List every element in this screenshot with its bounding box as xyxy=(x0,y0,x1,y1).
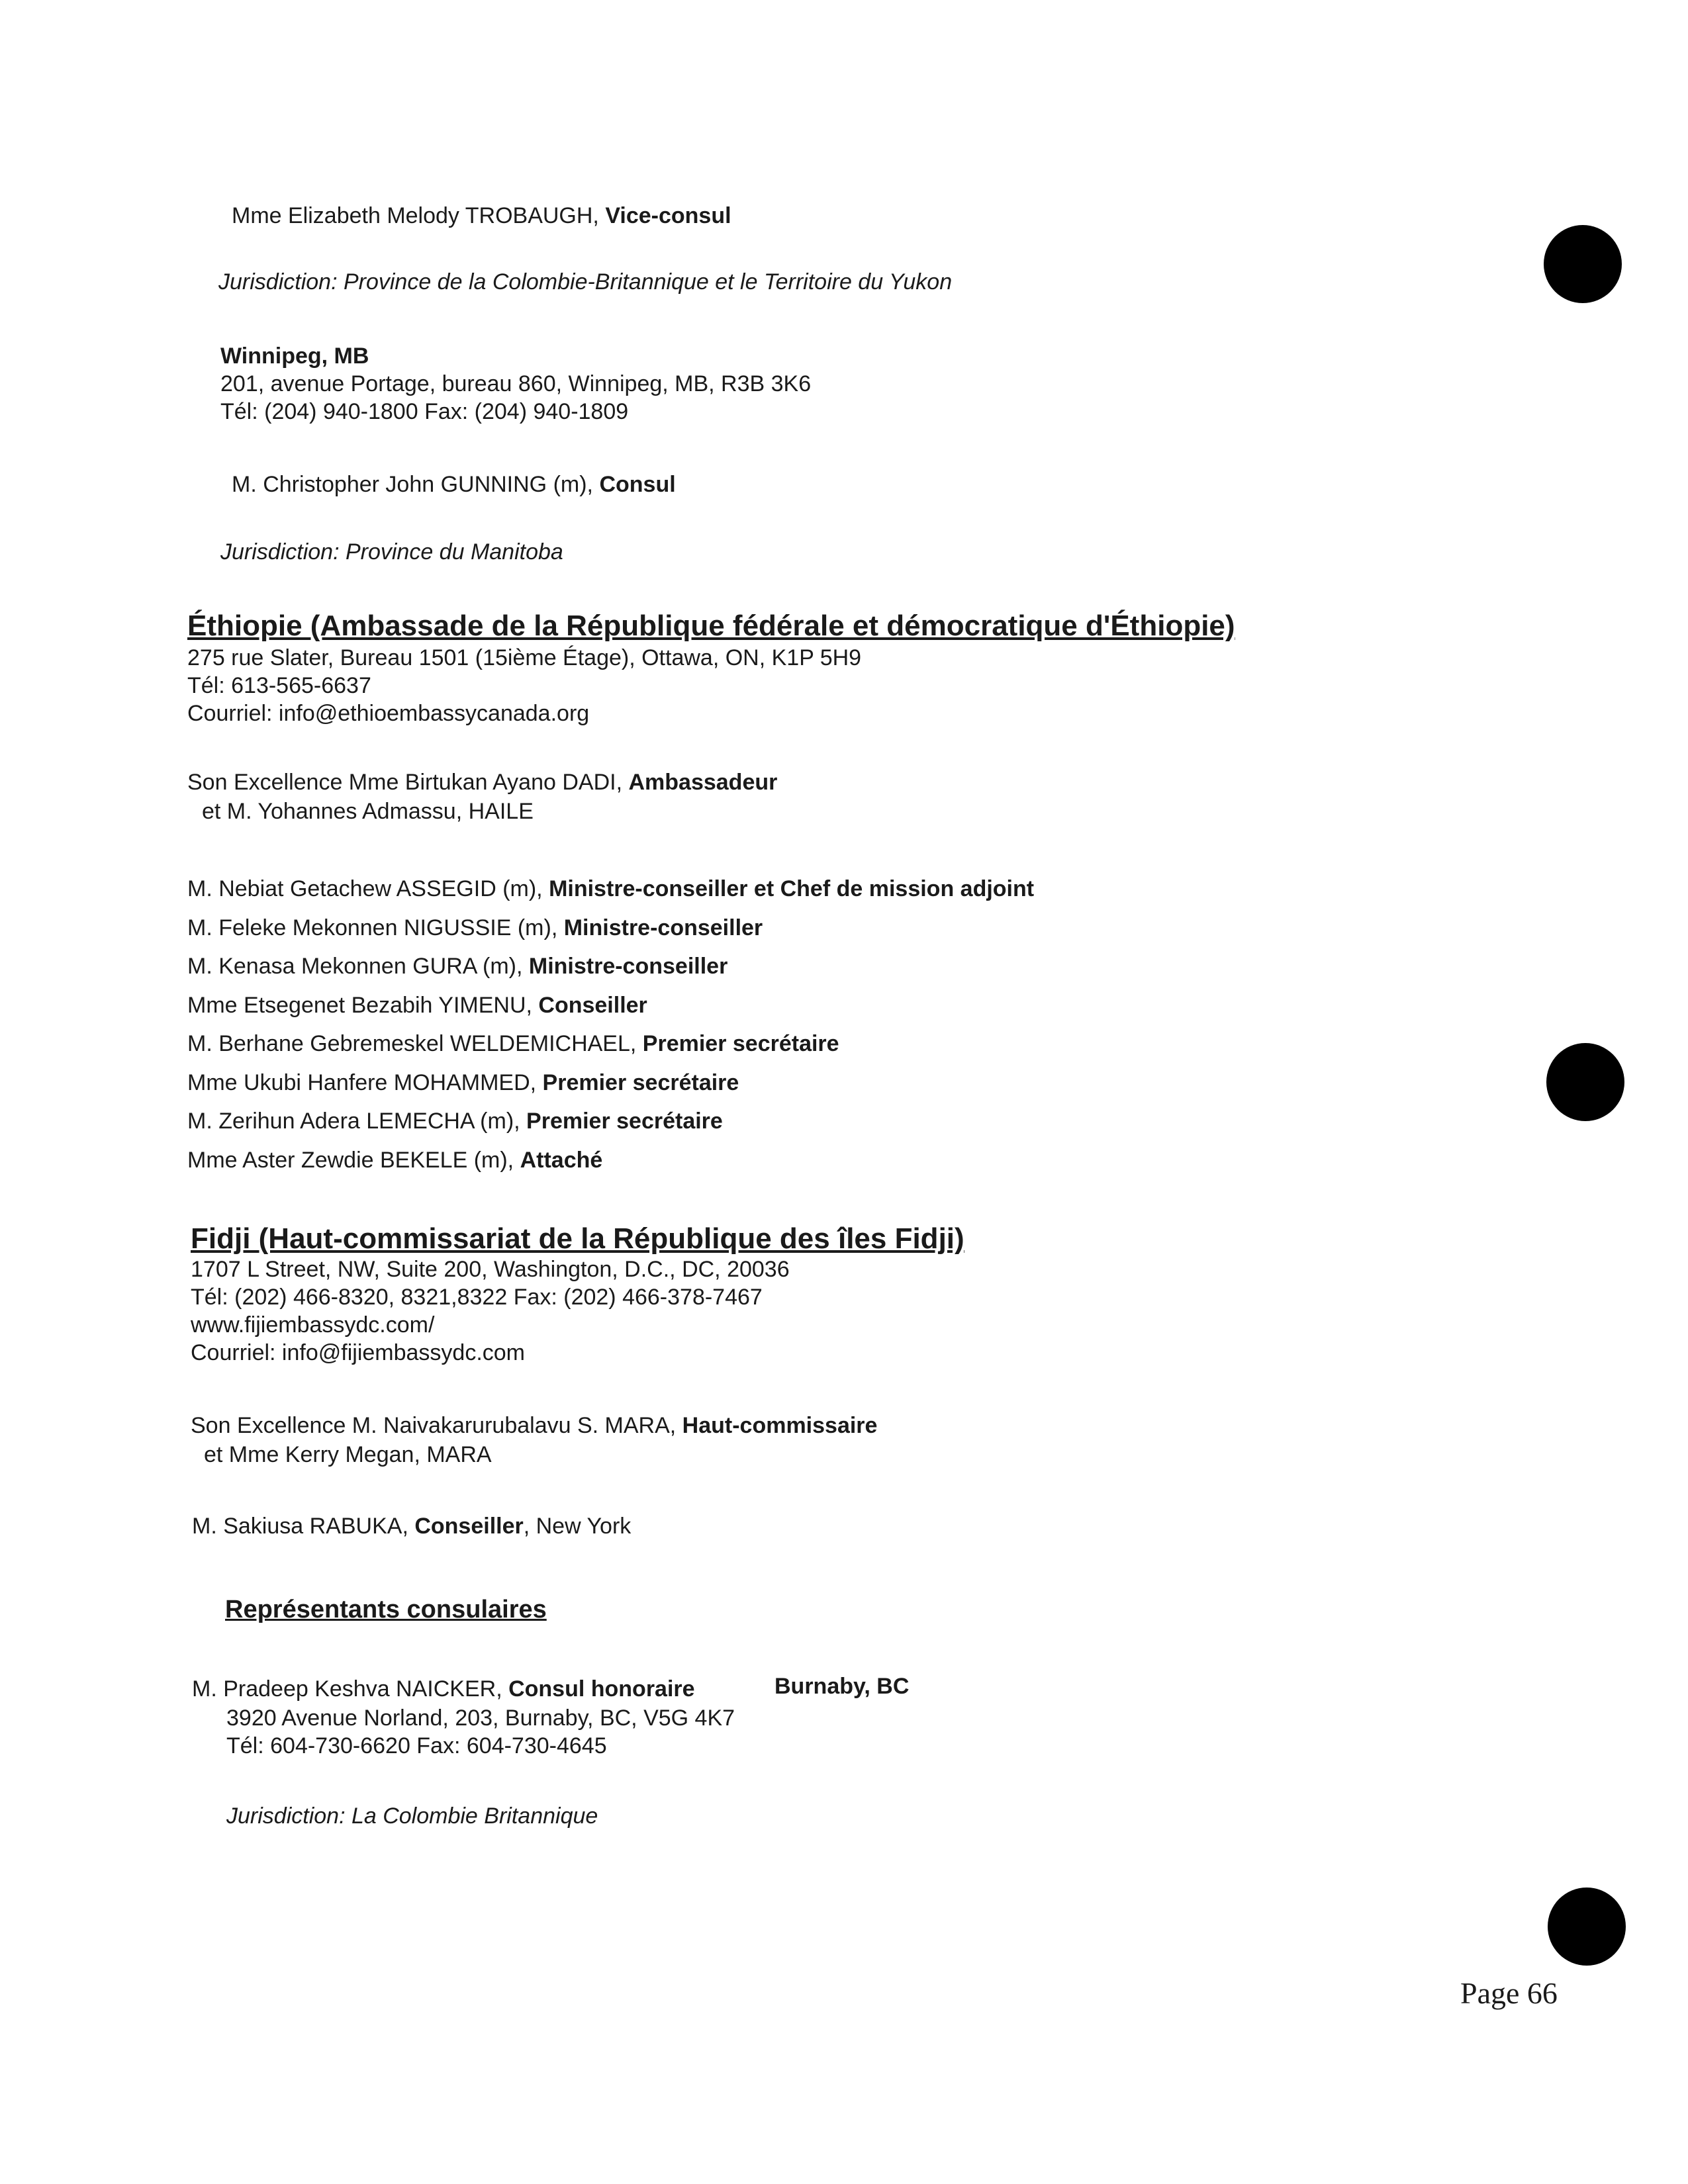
ethiopia-staff-list xyxy=(187,870,1034,1179)
staff-row xyxy=(187,1141,1034,1180)
gunning-entry xyxy=(232,470,676,499)
ethiopia-phone: Tél: 613-565-6637 xyxy=(187,673,371,698)
fiji-email: Courriel: info@fijiembassydc.com xyxy=(191,1340,526,1365)
staff-row xyxy=(187,1102,1034,1141)
ethiopia-heading: Éthiopie (Ambassade de la République fédérale et démocratique d'Éthiopie) xyxy=(187,610,1235,642)
naicker-city: Burnaby, BC xyxy=(774,1674,910,1699)
binder-hole-middle xyxy=(1546,1043,1624,1121)
staff-title: Ministre-conseiller xyxy=(528,954,728,979)
fiji-address: 1707 L Street, NW, Suite 200, Washington, D.C., DC, 20036 xyxy=(191,1257,790,1282)
staff-title: Attaché xyxy=(520,1147,603,1173)
fiji-heading: Fidji (Haut-commissariat de la République des îles Fidji) xyxy=(191,1222,964,1255)
ethiopia-ambassador xyxy=(187,768,777,797)
staff-row xyxy=(187,870,1034,909)
staff-row xyxy=(187,947,1034,986)
person-city: , New York xyxy=(523,1514,632,1539)
naicker-address: 3920 Avenue Norland, 203, Burnaby, BC, V5G 4K7 xyxy=(226,1706,735,1731)
staff-row xyxy=(187,986,1034,1025)
staff-name: M. Zerihun Adera LEMECHA (m), xyxy=(187,1109,527,1134)
staff-title: Premier secrétaire xyxy=(542,1069,739,1095)
staff-name: Mme Ukubi Hanfere MOHAMMED, xyxy=(187,1069,543,1095)
ethiopia-address: 275 rue Slater, Bureau 1501 (15ième Étage), Ottawa, ON, K1P 5H9 xyxy=(187,645,862,670)
person-name: M. Pradeep Keshva NAICKER, xyxy=(192,1676,509,1702)
person-title: Vice-consul xyxy=(605,203,731,228)
rabuka-entry xyxy=(192,1512,631,1541)
fiji-website: www.fijiembassydc.com/ xyxy=(191,1312,435,1338)
vancouver-jurisdiction: Jurisdiction: Province de la Colombie-Britannique et le Territoire du Yukon xyxy=(218,269,953,295)
winnipeg-address: 201, avenue Portage, bureau 860, Winnipeg, MB, R3B 3K6 xyxy=(220,371,812,396)
winnipeg-jurisdiction: Jurisdiction: Province du Manitoba xyxy=(220,539,563,565)
naicker-entry xyxy=(192,1674,695,1704)
staff-title: Premier secrétaire xyxy=(526,1109,723,1134)
staff-name: M. Nebiat Getachew ASSEGID (m), xyxy=(187,876,549,901)
person-title: Ambassadeur xyxy=(628,770,778,795)
fiji-spouse: et Mme Kerry Megan, MARA xyxy=(204,1442,492,1467)
trobaugh-entry xyxy=(232,201,731,230)
staff-name: M. Kenasa Mekonnen GURA (m), xyxy=(187,954,529,979)
staff-name: Mme Etsegenet Bezabih YIMENU, xyxy=(187,992,539,1018)
staff-row xyxy=(187,1064,1034,1103)
staff-title: Premier secrétaire xyxy=(642,1031,839,1056)
staff-name: M. Feleke Mekonnen NIGUSSIE (m), xyxy=(187,915,564,940)
binder-hole-bottom xyxy=(1548,1888,1626,1966)
staff-name: Mme Aster Zewdie BEKELE (m), xyxy=(187,1147,520,1173)
consular-heading: Représentants consulaires xyxy=(225,1596,547,1623)
staff-title: Conseiller xyxy=(538,992,647,1018)
person-name: Son Excellence M. Naivakarurubalavu S. MARA, xyxy=(191,1413,682,1438)
ethiopia-email: Courriel: info@ethioembassycanada.org xyxy=(187,701,590,726)
staff-row xyxy=(187,909,1034,948)
ethiopia-spouse: et M. Yohannes Admassu, HAILE xyxy=(202,799,534,824)
page-number: Page 66 xyxy=(1460,1976,1558,2010)
person-title: Conseiller xyxy=(414,1514,524,1539)
staff-name: M. Berhane Gebremeskel WELDEMICHAEL, xyxy=(187,1031,643,1056)
staff-title: Ministre-conseiller et Chef de mission adjoint xyxy=(549,876,1035,901)
staff-row xyxy=(187,1024,1034,1064)
binder-hole-top xyxy=(1544,225,1622,303)
person-name: M. Christopher John GUNNING (m), xyxy=(232,472,600,497)
naicker-phone: Tél: 604-730-6620 Fax: 604-730-4645 xyxy=(226,1733,607,1758)
person-title: Consul xyxy=(599,472,676,497)
winnipeg-city: Winnipeg, MB xyxy=(220,343,369,369)
staff-title: Ministre-conseiller xyxy=(563,915,763,940)
person-name: Mme Elizabeth Melody TROBAUGH, xyxy=(232,203,606,228)
naicker-jurisdiction: Jurisdiction: La Colombie Britannique xyxy=(226,1803,598,1829)
winnipeg-phone: Tél: (204) 940-1800 Fax: (204) 940-1809 xyxy=(220,399,629,424)
person-name: M. Sakiusa RABUKA, xyxy=(192,1514,415,1539)
person-name: Son Excellence Mme Birtukan Ayano DADI, xyxy=(187,770,629,795)
person-title: Haut-commissaire xyxy=(682,1413,878,1438)
person-title: Consul honoraire xyxy=(508,1676,695,1702)
fiji-phone: Tél: (202) 466-8320, 8321,8322 Fax: (202) 466-378-7467 xyxy=(191,1285,763,1310)
fiji-high-commissioner xyxy=(191,1411,877,1440)
